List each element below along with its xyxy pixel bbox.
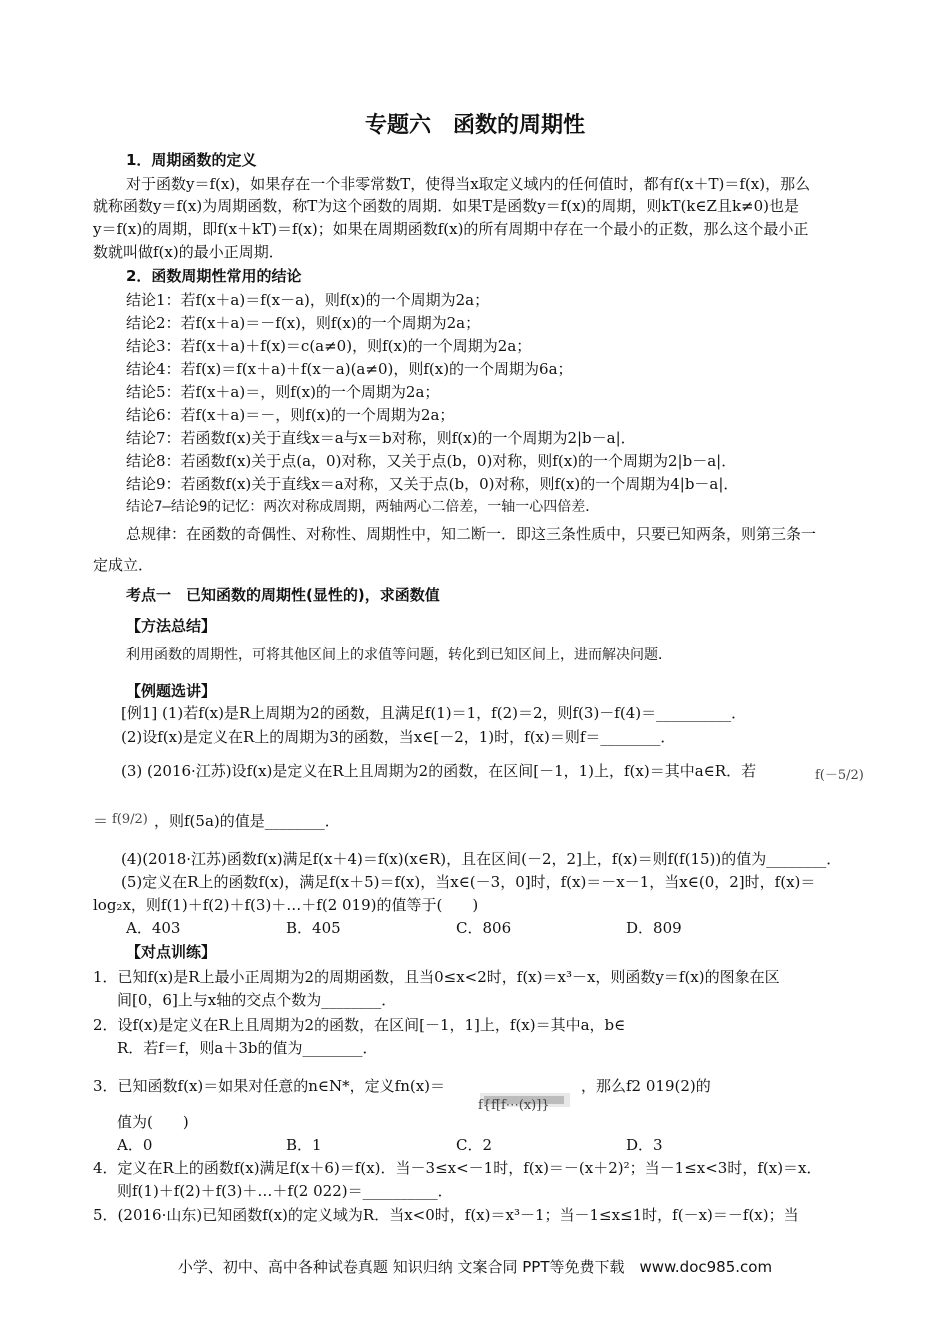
choice-d: D．809 [626, 919, 682, 937]
conclusion-line: 结论6：若f(x＋a)＝－，则f(x)的一个周期为2a； [126, 406, 455, 424]
choice-c: C．2 [456, 1136, 493, 1154]
section-heading: 2．函数周期性常用的结论 [126, 267, 302, 285]
paragraph-line: y＝f(x)的周期，即f(x＋kT)＝f(x)；如果在周期函数f(x)的所有周期中存在一个最小的正数，那么这个最小正 [93, 220, 809, 238]
topic-heading: 考点一 已知函数的周期性(显性的)，求函数值 [126, 586, 440, 604]
conclusion-line: 结论3：若f(x＋a)＋f(x)＝c(a≠0)，则f(x)的一个周期为2a； [126, 337, 532, 355]
paragraph-line: 总规律：在函数的奇偶性、对称性、周期性中，知二断一．即这三条性质中，只要已知两条，则第三条一 [126, 525, 817, 543]
page-footer: 小学、初中、高中各种试卷真题 知识归纳 文案合同 PPT等免费下载 www.doc985.com [177, 1258, 773, 1276]
paragraph-line: 数就叫做f(x)的最小正周期． [93, 243, 284, 261]
exercise-line: ，那么f2 019(2)的 [581, 1077, 711, 1095]
math-fraction: f(9/2) [112, 812, 148, 827]
conclusion-line: 结论7：若函数f(x)关于直线x＝a与x＝b对称，则f(x)的一个周期为2|b－a|． [126, 429, 636, 447]
exercise-line: 间[0，6]上与x轴的交点个数为________． [117, 991, 397, 1009]
example-line: (5)定义在R上的函数f(x)，满足f(x＋5)＝f(x)，当x∈(－3，0]时，f(x)＝－x－1，当x∈(0，2]时，f(x)＝ [121, 873, 816, 891]
example-line: (3) (2016·江苏)设f(x)是定义在R上且周期为2的函数，在区间[－1，1)上，f(x)＝其中a∈R．若 [121, 762, 757, 780]
exercise-line: 3．已知函数f(x)＝如果对任意的n∈N*，定义fn(x)＝ [93, 1077, 446, 1095]
paragraph-line: 对于函数y＝f(x)，如果存在一个非零常数T，使得当x取定义域内的任何值时，都有f(x＋T)＝f(x)，那么 [126, 175, 811, 193]
conclusion-line: 结论8：若函数f(x)关于点(a，0)对称，又关于点(b，0)对称，则f(x)的一个周期为2|b－a|． [126, 452, 737, 470]
conclusion-line: 结论1：若f(x＋a)＝f(x－a)，则f(x)的一个周期为2a； [126, 291, 490, 309]
example-line: (4)(2018·江苏)函数f(x)满足f(x＋4)＝f(x)(x∈R)，且在区间(－2，2]上，f(x)＝则f(f(15))的值为________． [121, 850, 842, 868]
example-line: [例1] (1)若f(x)是R上周期为2的函数，且满足f(1)＝1，f(2)＝2，则f(3)－f(4)＝__________． [121, 704, 747, 722]
exercise-line: 值为( ) [117, 1113, 189, 1131]
section-heading: 1．周期函数的定义 [126, 151, 257, 169]
math-fraction: f(－5/2) [815, 768, 864, 783]
math-expression: f{f[f⋯(x)]} [478, 1098, 550, 1113]
exercise-line: 则f(1)＋f(2)＋f(3)＋…＋f(2 022)＝__________． [117, 1182, 453, 1200]
paragraph-line: 就称函数y＝f(x)为周期函数，称T为这个函数的周期．如果T是函数y＝f(x)的周期，则kT(k∈Z且k≠0)也是 [93, 197, 800, 215]
choice-c: C．806 [456, 919, 512, 937]
exercise-line: 2．设f(x)是定义在R上且周期为2的函数，在区间[－1，1]上，f(x)＝其中a，b∈ [93, 1016, 626, 1034]
example-line: log₂x，则f(1)＋f(2)＋f(3)＋…＋f(2 019)的值等于( ) [93, 896, 479, 914]
choice-d: D．3 [626, 1136, 663, 1154]
choice-b: B．405 [286, 919, 341, 937]
conclusion-line: 结论5：若f(x＋a)＝，则f(x)的一个周期为2a； [126, 383, 440, 401]
example-line: ＝ [93, 812, 109, 830]
choice-a: A．403 [126, 919, 181, 937]
examples-heading: 【例题选讲】 [126, 682, 217, 700]
page-title: 专题六 函数的周期性 [364, 113, 585, 138]
memory-tip: 结论7—结论9的记忆：两次对称成周期，两轴两心二倍差，一轴一心四倍差． [126, 499, 600, 515]
method-heading: 【方法总结】 [126, 617, 217, 635]
exercise-line: R．若f＝f，则a＋3b的值为________． [117, 1039, 378, 1057]
choice-a: A．0 [117, 1136, 153, 1154]
conclusion-line: 结论9：若函数f(x)关于直线x＝a对称，又关于点(b，0)对称，则f(x)的一个周期为4|b－a|． [126, 475, 739, 493]
method-text: 利用函数的周期性，可将其他区间上的求值等问题，转化到已知区间上，进而解决问题． [126, 647, 672, 663]
conclusion-line: 结论2：若f(x＋a)＝－f(x)，则f(x)的一个周期为2a； [126, 314, 481, 332]
choice-b: B．1 [286, 1136, 322, 1154]
exercise-line: 1．已知f(x)是R上最小正周期为2的周期函数，且当0≤x<2时，f(x)＝x³－x，则函数y＝f(x)的图象在区 [93, 968, 780, 986]
conclusion-line: 结论4：若f(x)＝f(x＋a)＋f(x－a)(a≠0)，则f(x)的一个周期为6a； [126, 360, 573, 378]
exercise-line: 4．定义在R上的函数f(x)满足f(x＋6)＝f(x)．当－3≤x<－1时，f(x)＝－(x＋2)²；当－1≤x<3时，f(x)＝x． [93, 1159, 822, 1177]
exercise-line: 5．(2016·山东)已知函数f(x)的定义域为R．当x<0时，f(x)＝x³－1；当－1≤x≤1时，f(－x)＝－f(x)；当 [93, 1206, 799, 1224]
practice-heading: 【对点训练】 [126, 943, 217, 961]
paragraph-line: 定成立． [93, 556, 154, 574]
example-line: ，则f(5a)的值是________． [154, 812, 340, 830]
example-line: (2)设f(x)是定义在R上的周期为3的函数，当x∈[－2，1)时，f(x)＝则f＝________． [121, 728, 676, 746]
